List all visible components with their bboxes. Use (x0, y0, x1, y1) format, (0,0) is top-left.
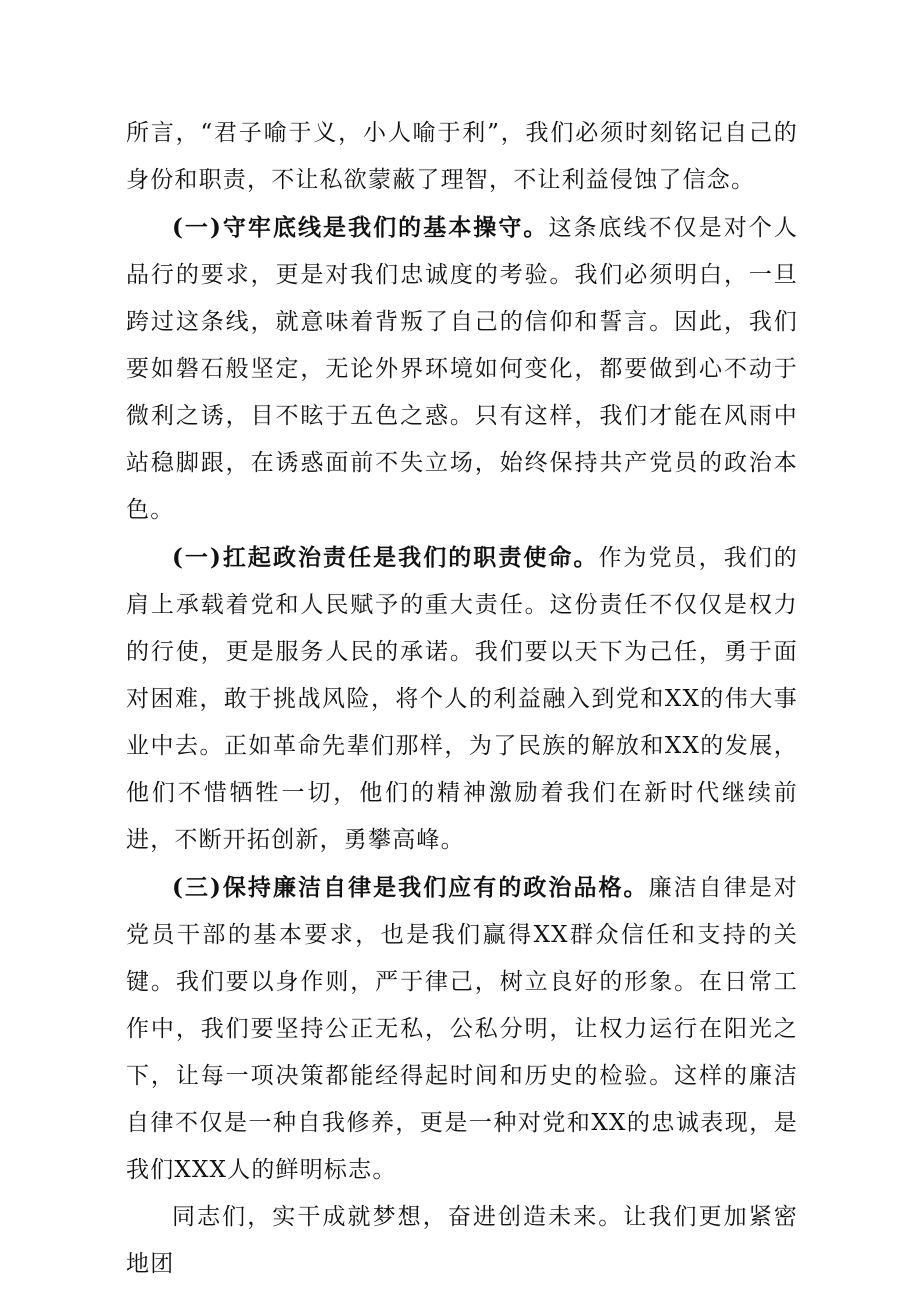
paragraph-closing (126, 1194, 798, 1288)
paragraph-heading: (一)扛起政治责任是我们的职责使命。 (172, 544, 599, 571)
paragraph-text: 所言，“君子喻于义，小人喻于利”，我们必须时刻铭记自己的身份和职责，不让私欲蒙蔽了理智，不让利益侵蚀了信念。 (126, 120, 798, 193)
paragraph-continuation (126, 110, 798, 204)
paragraph-bottom-line (126, 204, 798, 534)
document-body (126, 110, 798, 1288)
paragraph-text: 同志们，实干成就梦想，奋进创造未来。让我们更加紧密地团 (126, 1204, 798, 1277)
paragraph-text: 廉洁自律是对党员干部的基本要求，也是我们赢得XX群众信任和支持的关键。我们要以身作则，严于律己，树立良好的形象。在日常工作中，我们要坚持公正无私，公私分明，让权力运行在阳光之下，让每一项决策都能经得起时间和历史的检验。这样的廉洁自律不仅是一种自我修养，更是一种对党和XX的忠诚表现，是我们XXX人的鲜明标志。 (126, 875, 799, 1183)
paragraph-political-responsibility (126, 534, 798, 864)
paragraph-heading: (三)保持廉洁自律是我们应有的政治品格。 (172, 874, 649, 901)
paragraph-text: 作为党员，我们的肩上承载着党和人民赋予的重大责任。这份责任不仅仅是权力的行使，更是服务人民的承诺。我们要以天下为己任，勇于面对困难，敢于挑战风险，将个人的利益融入到党和XX的伟大事业中去。正如革命先辈们那样，为了民族的解放和XX的发展，他们不惜牺牲一切，他们的精神激励着我们在新时代继续前进，不断开拓创新，勇攀高峰。 (126, 545, 798, 853)
paragraph-integrity (126, 864, 798, 1194)
paragraph-heading: (一)守牢底线是我们的基本操守。 (172, 214, 549, 241)
paragraph-text: 这条底线不仅是对个人品行的要求，更是对我们忠诚度的考验。我们必须明白，一旦跨过这条线，就意味着背叛了自己的信仰和誓言。因此，我们要如磐石般坚定，无论外界环境如何变化，都要做到心不动于微利之诱，目不眩于五色之惑。只有这样，我们才能在风雨中站稳脚跟，在诱惑面前不失立场，始终保持共产党员的政治本色。 (126, 215, 799, 523)
